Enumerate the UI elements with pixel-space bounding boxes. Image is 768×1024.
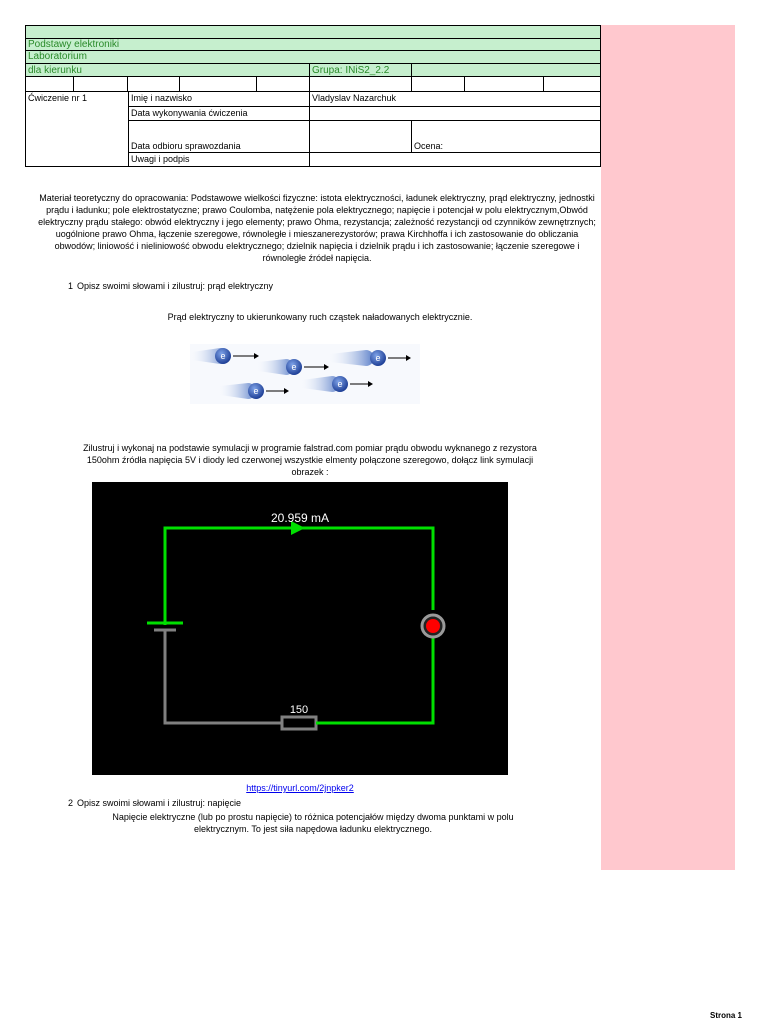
grid-cell	[25, 76, 74, 92]
grid-cell	[464, 76, 544, 92]
group-extra	[411, 63, 601, 77]
svg-text:e: e	[375, 353, 381, 363]
wire-right	[316, 638, 433, 723]
grid-cell	[179, 76, 257, 92]
q2-number: 2	[68, 798, 74, 808]
theory-text: Materiał teoretyczny do opracowania: Podstawowe wielkości fizyczne: istota elektryczności, ładunek elektryczny, prąd elektryczny, jednostki prądu i ładunku; pole elektrostatyczne; prawo Coulomba, natężenie pola elektrycznego; napięcie i potencjał w polu elektrycznym,Obwód elektryczny prądu stałego: obwód elektryczny i jego elementy; prawo Ohma, rezystancja; zależność rezystancji od czynników zewnętrznych; uogólnione prawo Ohma, łączenie szeregowe, równoległe i mieszanerezystorów; prawa Kirchhoffa i ich zastosowanie do obliczania obwodów; liniowość i nieliniowość obwodu elektrycznego; dzielnik napięcia i dzielnik prądu i ich zastosowanie; łączenie szeregowe i równoległe źródeł napięcia.	[38, 193, 596, 263]
grade-label: Ocena:	[411, 120, 601, 153]
wire-left	[165, 630, 282, 723]
group-label: Grupa: INiS2_2.2	[309, 63, 412, 77]
circuit-diagram	[92, 482, 508, 775]
q2-answer: Napięcie elektryczne (lub po prostu napięcie) to różnica potencjałów między dwoma punktami w polu elektrycznym. To jest siła napędowa ładunku elektrycznego.	[112, 812, 514, 834]
svg-text:e: e	[253, 386, 259, 396]
major-label: dla kierunku	[25, 63, 310, 77]
grid-cell	[543, 76, 601, 92]
margin-highlight	[601, 25, 735, 870]
grid-cell	[127, 76, 180, 92]
grid-cell	[309, 76, 412, 92]
simulation-link[interactable]: https://tinyurl.com/2jnpker2	[246, 783, 354, 793]
remarks-label: Uwagi i podpis	[128, 152, 310, 167]
remarks-value[interactable]	[309, 152, 601, 167]
major-row	[25, 63, 601, 77]
header-blank-row	[25, 25, 601, 39]
lab-title: Laboratorium	[25, 50, 601, 64]
date-done-label: Data wykonywania ćwiczenia	[128, 106, 310, 121]
date-done-value[interactable]	[309, 106, 601, 121]
svg-text:e: e	[291, 362, 297, 372]
info-table	[25, 91, 601, 167]
wire-top	[165, 528, 433, 625]
exercise-number: Ćwiczenie nr 1	[25, 91, 129, 167]
page-number: Strona 1	[709, 1011, 742, 1020]
q1-number: 1	[68, 281, 74, 291]
date-received-label: Data odbioru sprawozdania	[128, 120, 310, 153]
resistor-label: 150	[289, 704, 309, 716]
q2-prompt: Opisz swoimi słowami i zilustruj: napięcie	[77, 798, 242, 808]
date-received-value[interactable]	[309, 120, 412, 153]
grid-cell	[256, 76, 310, 92]
q1-prompt: Opisz swoimi słowami i zilustruj: prąd elektryczny	[77, 281, 274, 291]
led-light	[426, 619, 440, 633]
name-label: Imię i nazwisko	[128, 91, 310, 107]
svg-text:e: e	[337, 379, 343, 389]
grid-cell	[73, 76, 128, 92]
resistor[interactable]	[282, 717, 316, 729]
q1-answer: Prąd elektryczny to ukierunkowany ruch cząstek naładowanych elektrycznie.	[167, 312, 473, 322]
svg-text:e: e	[220, 351, 226, 361]
name-value: Vladyslav Nazarchuk	[309, 91, 601, 107]
sim-instructions: Zilustruj i wykonaj na podstawie symulacji w programie falstrad.com pomiar prądu obwodu wyknanego z rezystora 150ohm źródła napięcia 5V i diody led czerwonej wszystkie elmenty połączone szeregowo, dołącz link symulacji obrazek :	[83, 443, 537, 477]
blank-grid-row	[25, 76, 601, 92]
grid-cell	[411, 76, 465, 92]
current-readout: 20.959 mA	[270, 511, 330, 525]
circuit-simulation[interactable]	[92, 482, 508, 775]
electron-flow-illustration	[190, 344, 420, 404]
course-title: Podstawy elektroniki	[25, 38, 601, 51]
